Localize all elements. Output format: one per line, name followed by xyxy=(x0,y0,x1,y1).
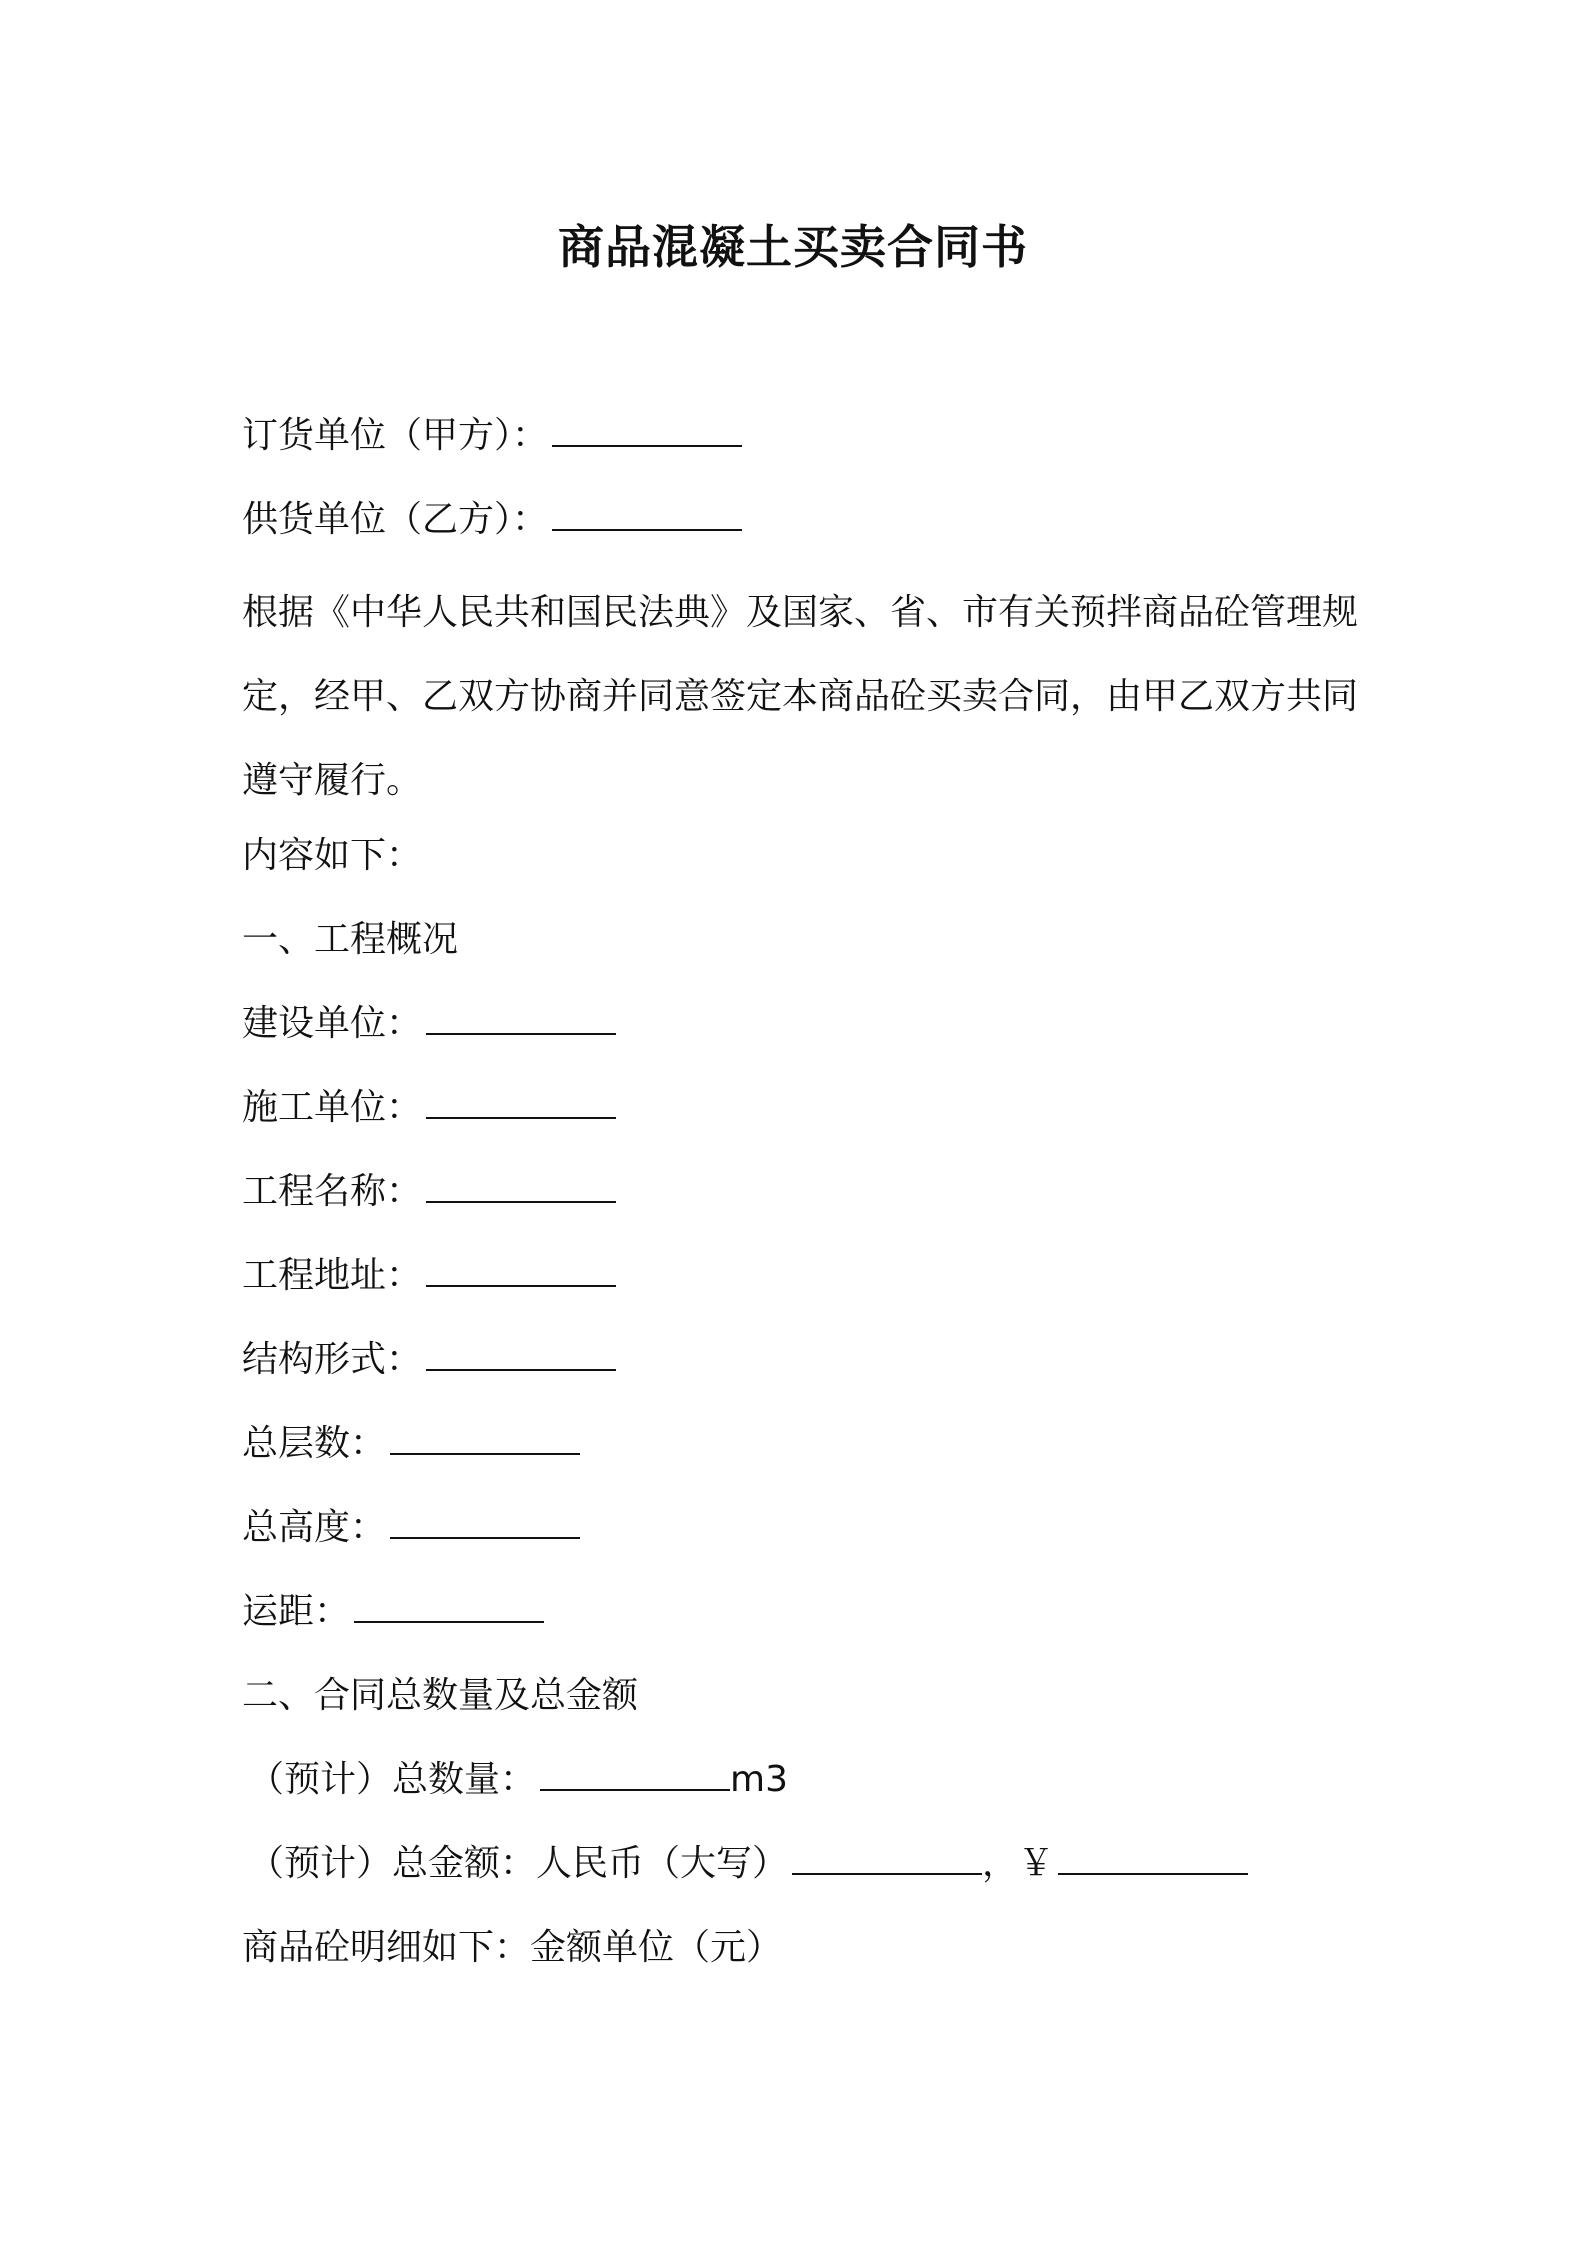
builder-label: 建设单位： xyxy=(242,1003,423,1044)
contractor-blank[interactable] xyxy=(426,1103,616,1119)
height-label: 总高度： xyxy=(242,1507,387,1548)
structure-line xyxy=(242,1327,1362,1411)
builder-line xyxy=(242,991,1362,1075)
total-quantity-unit: m3 xyxy=(730,1759,788,1800)
document-body xyxy=(242,403,1362,1999)
total-amount-separator: ，￥ xyxy=(982,1843,1055,1884)
contractor-label: 施工单位： xyxy=(242,1087,423,1128)
floors-blank[interactable] xyxy=(390,1439,580,1455)
content-heading: 内容如下： xyxy=(242,835,423,876)
height-line xyxy=(242,1495,1362,1579)
total-quantity-label: （预计）总数量： xyxy=(248,1759,537,1800)
party-b-line xyxy=(242,487,1362,571)
total-amount-words-blank[interactable] xyxy=(792,1859,982,1875)
floors-label: 总层数： xyxy=(242,1423,387,1464)
project-name-line xyxy=(242,1159,1362,1243)
project-name-label: 工程名称： xyxy=(242,1171,423,1212)
total-quantity-line xyxy=(242,1747,1362,1831)
contractor-line xyxy=(242,1075,1362,1159)
total-quantity-blank[interactable] xyxy=(540,1775,730,1791)
party-a-line xyxy=(242,403,1362,487)
height-blank[interactable] xyxy=(390,1523,580,1539)
section-1-title: 一、工程概况 xyxy=(242,919,459,960)
party-a-label: 订货单位（甲方）： xyxy=(242,415,549,456)
structure-blank[interactable] xyxy=(426,1355,616,1371)
detail-line: 商品砼明细如下：金额单位（元） xyxy=(242,1927,783,1968)
distance-blank[interactable] xyxy=(354,1607,544,1623)
total-amount-figures-blank[interactable] xyxy=(1058,1859,1248,1875)
distance-line xyxy=(242,1579,1362,1663)
project-address-line xyxy=(242,1243,1362,1327)
document-title: 商品混凝土买卖合同书 xyxy=(558,220,1028,274)
intro-paragraph: 根据《中华人民共和国民法典》及国家、省、市有关预拌商品砼管理规定，经甲、乙双方协商并同意签定本商品砼买卖合同，由甲乙双方共同遵守履行。 xyxy=(242,592,1359,801)
project-address-label: 工程地址： xyxy=(242,1255,423,1296)
party-b-blank[interactable] xyxy=(552,515,742,531)
project-address-blank[interactable] xyxy=(426,1271,616,1287)
party-b-label: 供货单位（乙方）： xyxy=(242,499,549,540)
distance-label: 运距： xyxy=(242,1591,351,1632)
total-amount-label: （预计）总金额：人民币（大写） xyxy=(248,1843,789,1884)
structure-label: 结构形式： xyxy=(242,1339,423,1380)
total-amount-line xyxy=(242,1831,1362,1915)
party-a-blank[interactable] xyxy=(552,431,742,447)
floors-line xyxy=(242,1411,1362,1495)
project-name-blank[interactable] xyxy=(426,1187,616,1203)
builder-blank[interactable] xyxy=(426,1019,616,1035)
section-2-title: 二、合同总数量及总金额 xyxy=(242,1675,639,1716)
